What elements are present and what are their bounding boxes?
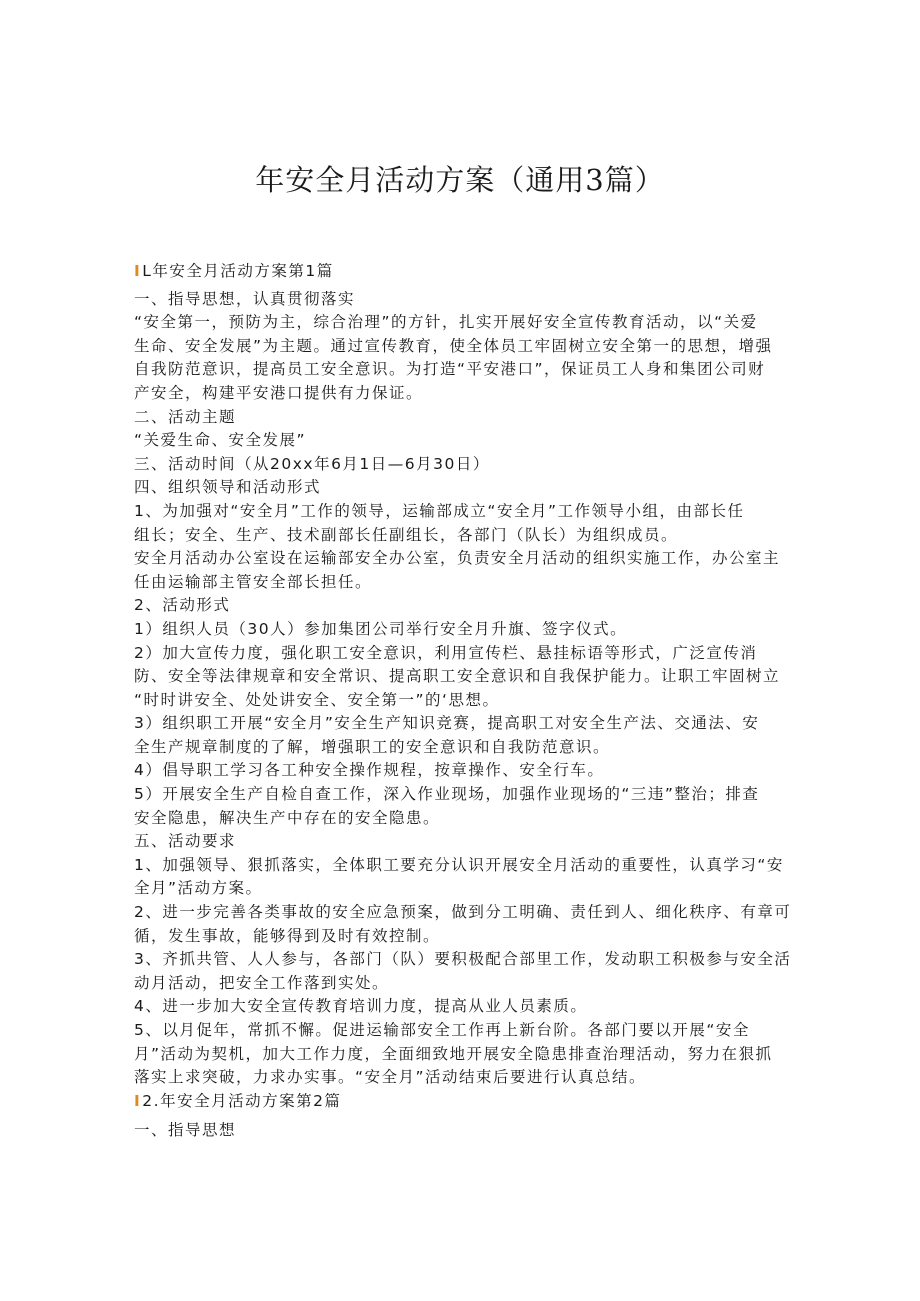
document-title: 年安全月活动方案（通用3篇） (255, 163, 665, 197)
section-heading-1 (134, 260, 794, 284)
section-heading-1-text: L年安全月活动方案第1篇 (142, 262, 334, 280)
body-line: 五、活动要求 (134, 832, 237, 851)
body-line: 全生产规章制度的了解，增强职工的安全意识和自我防范意识。 (134, 737, 611, 756)
section-heading-2-text: 2.年安全月活动方案第2篇 (142, 1091, 342, 1110)
body-line: 3）组织职工开展“安全月”安全生产知识竞赛，提高职工对安全生产法、交通法、安 (134, 714, 760, 733)
body-line: 4、进一步加大安全宣传教育培训力度，提高从业人员素质。 (134, 997, 588, 1016)
body-line: 循，发生事故，能够得到及时有效控制。 (134, 926, 441, 945)
body-line: 安全隐患，解决生产中存在的安全隐患。 (134, 808, 441, 827)
body-line: 落实上求突破，力求办实事。“安全月”活动结束后要进行认真总结。 (134, 1068, 647, 1087)
body-line: 防、安全等法律规章和安全常识、提高职工安全意识和自我保护能力。让职工牢固树立 (134, 667, 781, 686)
body-line: 四、组织领导和活动形式 (134, 478, 322, 497)
section-heading-2 (134, 1090, 794, 1114)
body-line: 4）倡导职工学习各工种安全操作规程，按章操作、安全行车。 (134, 761, 605, 780)
body-line: 安全月活动办公室设在运输部安全办公室，负责安全月活动的组织实施工作，办公室主 (134, 549, 781, 568)
tail-lines (134, 1119, 794, 1143)
document-body (134, 260, 794, 1143)
body-line: 月”活动为契机，加大工作力度，全面细致地开展安全隐患排查治理活动，努力在狠抓 (134, 1044, 773, 1063)
body-line: 二、活动主题 (134, 407, 237, 426)
body-line: “安全第一，预防为主，综合治理”的方针，扎实开展好安全宣传教育活动，以“关爱 (134, 313, 758, 332)
section-marker-1: I (134, 262, 142, 280)
body-line: 组长；安全、生产、技术副部长任副组长，各部门（队长）为组织成员。 (134, 525, 679, 544)
body-line: 2）加大宣传力度，强化职工安全意识，利用宣传栏、悬挂标语等形式，广泛宣传消 (134, 643, 758, 662)
section-marker-2: I (134, 1091, 142, 1110)
body-line: 5）开展安全生产自检自查工作，深入作业现场，加强作业现场的“三违”整治；排查 (134, 785, 760, 804)
body-line: 自我防范意识，提高员工安全意识。为打造“平安港口”，保证员工人身和集团公司财 (134, 360, 766, 379)
body-line: 1、为加强对“安全月”工作的领导，运输部成立“安全月”工作领导小组，由部长任 (134, 501, 745, 520)
body-line: 5、以月促年，常抓不懈。促进运输部安全工作再上新台阶。各部门要以开展“安全 (134, 1021, 750, 1039)
body-line: 1）组织人员（30人）参加集团公司举行安全月升旗、签字仪式。 (134, 619, 628, 638)
body-line: “时时讲安全、处处讲安全、安全第一”的‘思想。 (134, 690, 500, 709)
body-line: 全月”活动方案。 (134, 879, 263, 898)
body-line: 2、活动形式 (134, 596, 231, 615)
body-line: 任由运输部主管安全部长担任。 (134, 572, 373, 591)
body-line: “关爱生命、安全发展” (134, 431, 307, 450)
tail-line: 一、指导思想 (134, 1121, 237, 1140)
body-line: 一、指导思想，认真贯彻落实 (134, 289, 356, 308)
body-line: 动月活动，把安全工作落到实处。 (134, 973, 390, 992)
body-line: 1、加强领导、狠抓落实，全体职工要充分认识开展安全月活动的重要性，认真学习“安 (134, 855, 784, 874)
body-line: 生命、安全发展”为主题。通过宣传教育，使全体员工牢固树立安全第一的思想，增强 (134, 336, 773, 355)
body-lines (134, 288, 794, 1090)
body-line: 产安全，构建平安港口提供有力保证。 (134, 383, 424, 402)
body-line: 三、活动时间（从20xx年6月1日—6月30日） (134, 454, 490, 473)
body-line: 2、进一步完善各类事故的安全应急预案，做到分工明确、责任到人、细化秩序、有章可 (134, 903, 792, 922)
body-line: 3、齐抓共管、人人参与，各部门（队）要积极配合部里工作，发动职工积极参与安全活 (134, 950, 792, 969)
